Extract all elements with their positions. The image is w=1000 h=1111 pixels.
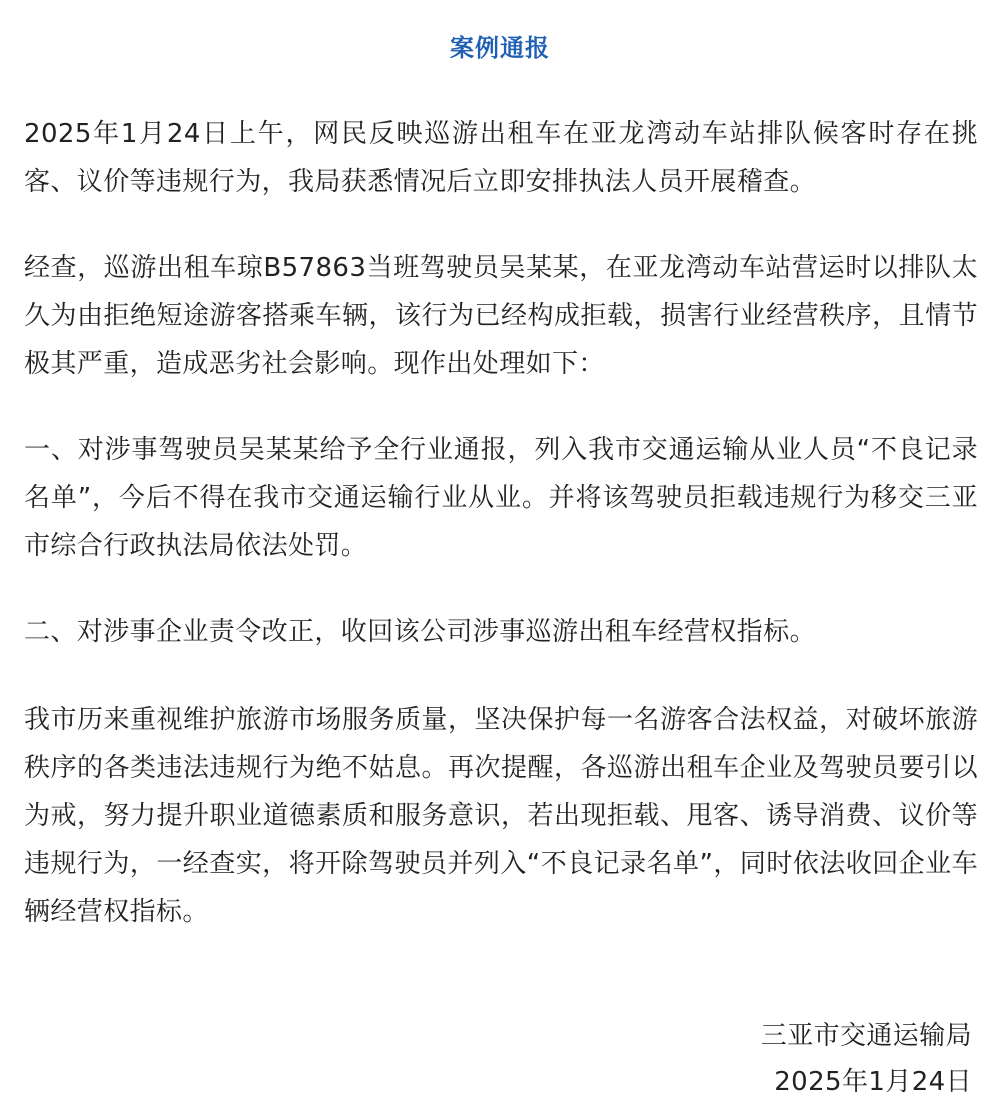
signature-date: 2025年1月24日 [774, 1067, 972, 1097]
paragraph-investigation: 经查，巡游出租车琼B57863当班驾驶员吴某某，在亚龙湾动车站营运时以排队太久为由拒绝短途游客搭乘车辆，该行为已经构成拒载，损害行业经营秩序，且情节极其严重，造成恶劣社会影响。现作出处理如下： [24, 253, 978, 379]
paragraph-incident: 2025年1月24日上午，网民反映巡游出租车在亚龙湾动车站排队候客时存在挑客、议价等违规行为，我局获悉情况后立即安排执法人员开展稽查。 [24, 119, 978, 197]
signature-organization: 三亚市交通运输局 [760, 1021, 972, 1051]
paragraph-company-penalty: 二、对涉事企业责令改正，收回该公司涉事巡游出租车经营权指标。 [24, 617, 817, 647]
document-title: 案例通报 [450, 34, 550, 62]
paragraph-driver-penalty: 一、对涉事驾驶员吴某某给予全行业通报，列入我市交通运输从业人员“不良记录名单”，今后不得在我市交通运输行业从业。并将该驾驶员拒载违规行为移交三亚市综合行政执法局依法处罚。 [24, 435, 978, 561]
paragraph-reminder: 我市历来重视维护旅游市场服务质量，坚决保护每一名游客合法权益，对破坏旅游秩序的各类违法违规行为绝不姑息。再次提醒，各巡游出租车企业及驾驶员要引以为戒，努力提升职业道德素质和服务意识，若出现拒载、甩客、诱导消费、议价等违规行为，一经查实，将开除驾驶员并列入“不良记录名单”，同时依法收回企业车辆经营权指标。 [24, 705, 978, 927]
